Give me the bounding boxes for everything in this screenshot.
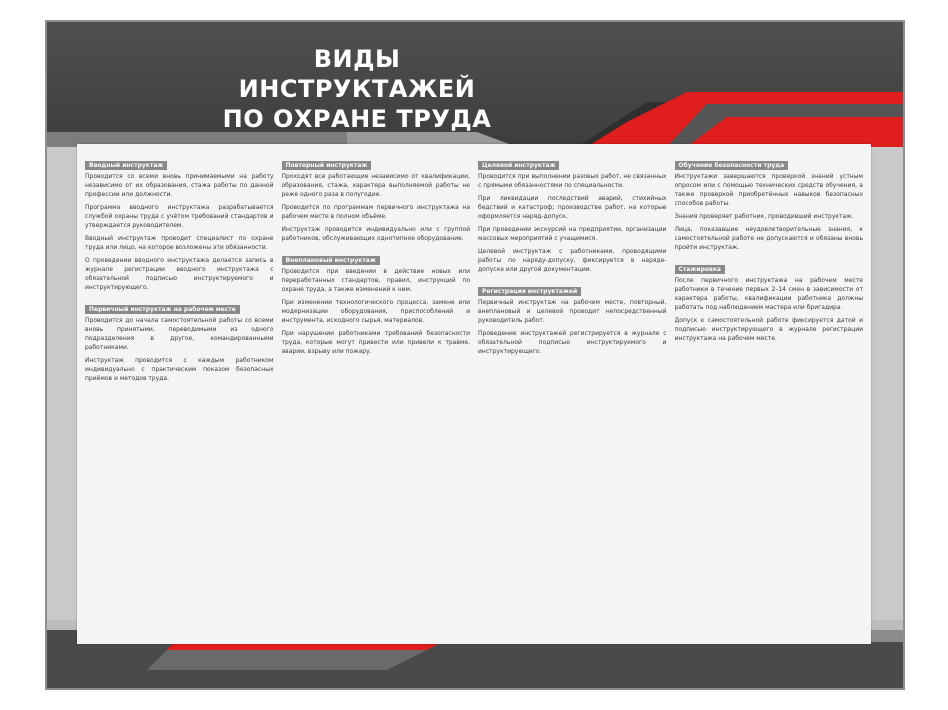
poster-header <box>47 22 903 147</box>
section-heading: Стажировка <box>675 265 725 274</box>
section-heading: Вводный инструктаж <box>85 161 167 170</box>
section-heading: Регистрация инструктажей <box>478 287 581 296</box>
paragraph: Программа вводного инструктажа разрабатывается службой охраны труда с учётом требований стандартов и утверждается руководителем. <box>85 204 274 229</box>
paragraph: Первичный инструктаж на рабочем месте, повторный, внеплановый и целевой проводит непосредственный руководитель работ. <box>478 299 667 324</box>
paragraph: Вводный инструктаж проводит специалист по охране труда или лицо, на которое возложены эти обязанности. <box>85 235 274 251</box>
paragraph: Знания проверяет работник, проводивший инструктаж. <box>674 213 854 220</box>
paragraph: При нарушении работниками требований безопасности труда, которые могут привести или привели к травме, аварии, взрыву или пожару. <box>281 330 470 355</box>
section-heading: Внеплановый инструктаж <box>282 256 380 265</box>
section-heading: Повторный инструктаж <box>282 161 372 170</box>
paragraph: Проводится при введении в действие новых или переработанных стандартов, правил, инструкций по охране труда, а также изменений к ним. <box>281 268 470 293</box>
paragraph: Проходят все работающие независимо от квалификации, образования, стажа, характера выполняемой работы не реже одного раза в полугодие. <box>281 173 470 198</box>
paragraph: После первичного инструктажа на рабочем месте работники в течение первых 2–14 смен в зависимости от характера работы, квалификации работника должны работать под наблюдением мастера или бригадира. <box>674 277 863 311</box>
text-column-2 <box>282 152 471 638</box>
paragraph: Лица, показавшие неудовлетворительные знания, к самостоятельной работе не допускаются и обязаны вновь пройти инструктаж. <box>674 226 863 251</box>
poster-text-sheet <box>77 144 871 644</box>
paragraph: Проводится при выполнении разовых работ, не связанных с прямыми обязанностями по специальности. <box>478 173 667 189</box>
section-heading: Первичный инструктаж на рабочем месте <box>85 305 240 314</box>
paragraph: Инструктаж проводится с каждым работником индивидуально с практическим показом безопасных приёмов и методов труда. <box>85 357 274 382</box>
title-line-2: ПО ОХРАНЕ ТРУДА <box>222 105 492 133</box>
paragraph: Допуск к самостоятельной работе фиксируется датой и подписью инструктирующего в журнале регистрации инструктажа на рабочем месте. <box>674 317 863 342</box>
text-column-1 <box>85 152 274 638</box>
paragraph: Целевой инструктаж с работниками, проводящими работы по наряду-допуску, фиксируется в наряде-допуске или другой документации. <box>478 248 667 273</box>
poster-title <box>197 44 517 134</box>
header-red-swoosh <box>587 92 903 147</box>
text-column-4 <box>675 152 864 638</box>
paragraph: Инструктажи завершаются проверкой знаний устным опросом или с помощью технических средств обучения, а также проверкой приобретённых навыков безопасных способов работы. <box>674 173 863 207</box>
paragraph: Проводится со всеми вновь принимаемыми на работу независимо от их образования, стажа работы по данной профессии или должности. <box>85 173 274 198</box>
paragraph: При изменении технологического процесса, замене или модернизации оборудования, приспособлений и инструмента, исходного сырья, материалов. <box>281 299 470 324</box>
paragraph: О проведении вводного инструктажа делается запись в журнале регистрации вводного инструктажа с обязательной подписью инструктируемого и инструктирующего. <box>85 257 274 291</box>
paragraph: Проводится до начала самостоятельной работы со всеми вновь принятыми, переводимыми из одного подразделения в другое, командированными работниками. <box>85 317 274 351</box>
poster-frame <box>45 20 905 690</box>
footer-gray-swoosh <box>147 650 427 670</box>
paragraph: Проведение инструктажей регистрируется в журнале с обязательной подписью инструктируемого и инструктирующего. <box>478 330 667 355</box>
paragraph: Инструктаж проводится индивидуально или с группой работников, обслуживающих однотипное оборудование. <box>281 226 470 242</box>
paragraph: При ликвидации последствий аварий, стихийных бедствий и катастроф; производстве работ, на которые оформляется наряд-допуск. <box>478 195 667 220</box>
paragraph: Проводится по программам первичного инструктажа на рабочем месте в полном объёме. <box>281 204 470 220</box>
section-heading: Обучение безопасности труда <box>675 161 789 170</box>
section-heading: Целевой инструктаж <box>478 161 559 170</box>
text-column-3 <box>478 152 667 638</box>
paragraph: При проведении экскурсий на предприятии, организации массовых мероприятий с учащимися. <box>478 226 667 242</box>
title-line-1: ВИДЫ ИНСТРУКТАЖЕЙ <box>238 45 476 103</box>
